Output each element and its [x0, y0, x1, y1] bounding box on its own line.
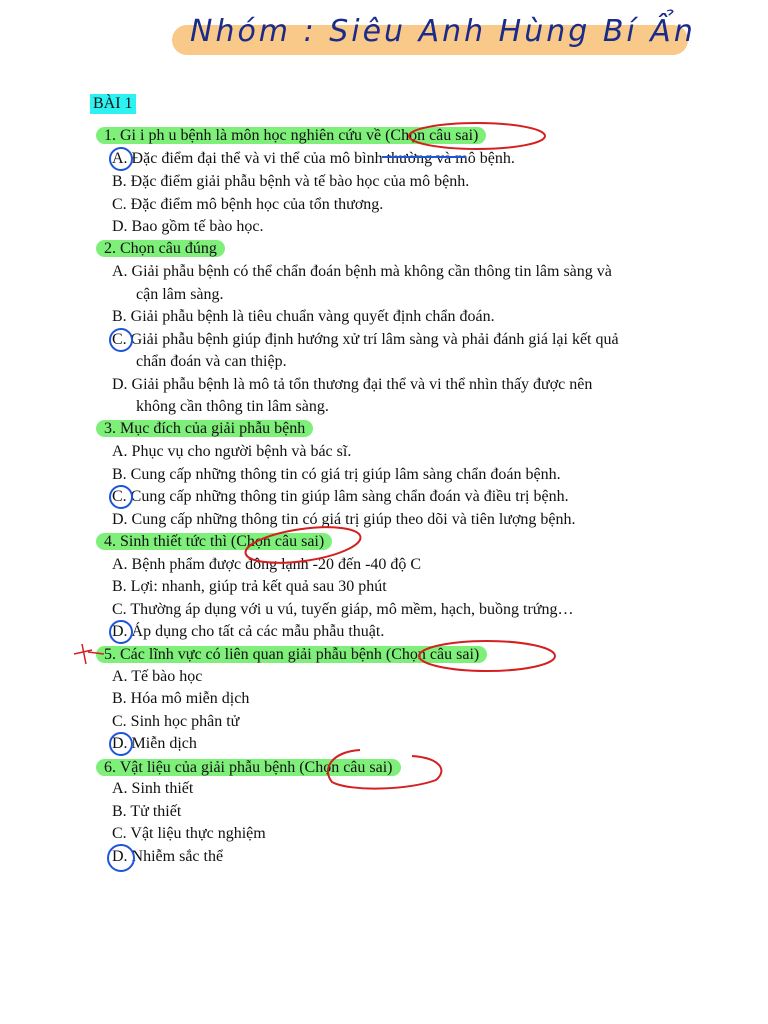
section-label: BÀI 1	[90, 94, 136, 114]
question-5-option-b: B. Hóa mô miễn dịch	[112, 690, 250, 707]
question-3-option-a: A. Phục vụ cho người bệnh và bác sĩ.	[112, 443, 352, 460]
question-2-stem: 2. Chọn câu đúng	[104, 239, 225, 259]
question-6-option-b: B. Tử thiết	[112, 803, 182, 820]
question-2-option-d-cont: không cần thông tin lâm sàng.	[136, 398, 329, 415]
question-2-option-c-cont: chẩn đoán và can thiệp.	[136, 353, 287, 370]
question-1-option-c: C. Đặc điểm mô bệnh học của tổn thương.	[112, 196, 384, 213]
question-2-option-a-cont: cận lâm sàng.	[136, 286, 224, 303]
question-4-option-a: A. Bệnh phẩm được đông lạnh -20 đến -40 độ C	[112, 556, 422, 573]
question-3-stem: 3. Mục đích của giải phẫu bệnh	[104, 419, 313, 439]
question-6-option-a: A. Sinh thiết	[112, 780, 194, 797]
question-1-option-d: D. Bao gồm tế bào học.	[112, 218, 264, 235]
question-1-option-a: A. Đặc điểm đại thể và vi thể của mô bình thường và mô bệnh.	[112, 150, 515, 167]
question-3-option-c: C. Cung cấp những thông tin giúp lâm sàng chẩn đoán và điều trị bệnh.	[112, 488, 569, 505]
question-4-option-b: B. Lợi: nhanh, giúp trả kết quả sau 30 phút	[112, 578, 387, 595]
question-4-option-d: D. Áp dụng cho tất cả các mẫu phẫu thuật.	[112, 623, 385, 640]
question-6-option-c: C. Vật liệu thực nghiệm	[112, 825, 266, 842]
question-4-stem: 4. Sinh thiết tức thì (Chọn câu sai)	[104, 532, 332, 552]
question-6-option-d: D. Nhiễm sắc thể	[112, 848, 224, 865]
question-6-stem: 6. Vật liệu của giải phẫu bệnh (Chọn câu sai)	[104, 758, 401, 778]
question-2-option-d: D. Giải phẫu bệnh là mô tả tổn thương đại thể và vi thể nhìn thấy được nên	[112, 376, 593, 393]
question-5-option-c: C. Sinh học phân tử	[112, 713, 240, 730]
question-5-stem: 5. Các lĩnh vực có liên quan giải phẫu bệnh (Chọn câu sai)	[104, 645, 487, 665]
question-5-option-a: A. Tế bào học	[112, 668, 203, 685]
question-4-option-c: C. Thường áp dụng với u vú, tuyến giáp, mô mềm, hạch, buồng trứng…	[112, 601, 574, 618]
question-2-option-c: C. Giải phẫu bệnh giúp định hướng xử trí lâm sàng và phải đánh giá lại kết quả	[112, 331, 619, 348]
page-title: Nhóm : Siêu Anh Hùng Bí Ẩn	[190, 14, 696, 49]
question-3-option-d: D. Cung cấp những thông tin có giá trị giúp theo dõi và tiên lượng bệnh.	[112, 511, 576, 528]
question-1-option-b: B. Đặc điểm giải phẫu bệnh và tế bào học của mô bệnh.	[112, 173, 470, 190]
question-2-option-b: B. Giải phẫu bệnh là tiêu chuẩn vàng quyết định chẩn đoán.	[112, 308, 495, 325]
question-1-stem: 1. Gi i ph u bệnh là môn học nghiên cứu về (Chọn câu sai)	[104, 126, 486, 146]
question-5-option-d: D. Miễn dịch	[112, 735, 197, 752]
question-3-option-b: B. Cung cấp những thông tin có giá trị giúp lâm sàng chẩn đoán bệnh.	[112, 466, 561, 483]
question-2-option-a: A. Giải phẫu bệnh có thể chẩn đoán bệnh mà không cần thông tin lâm sàng và	[112, 263, 612, 280]
